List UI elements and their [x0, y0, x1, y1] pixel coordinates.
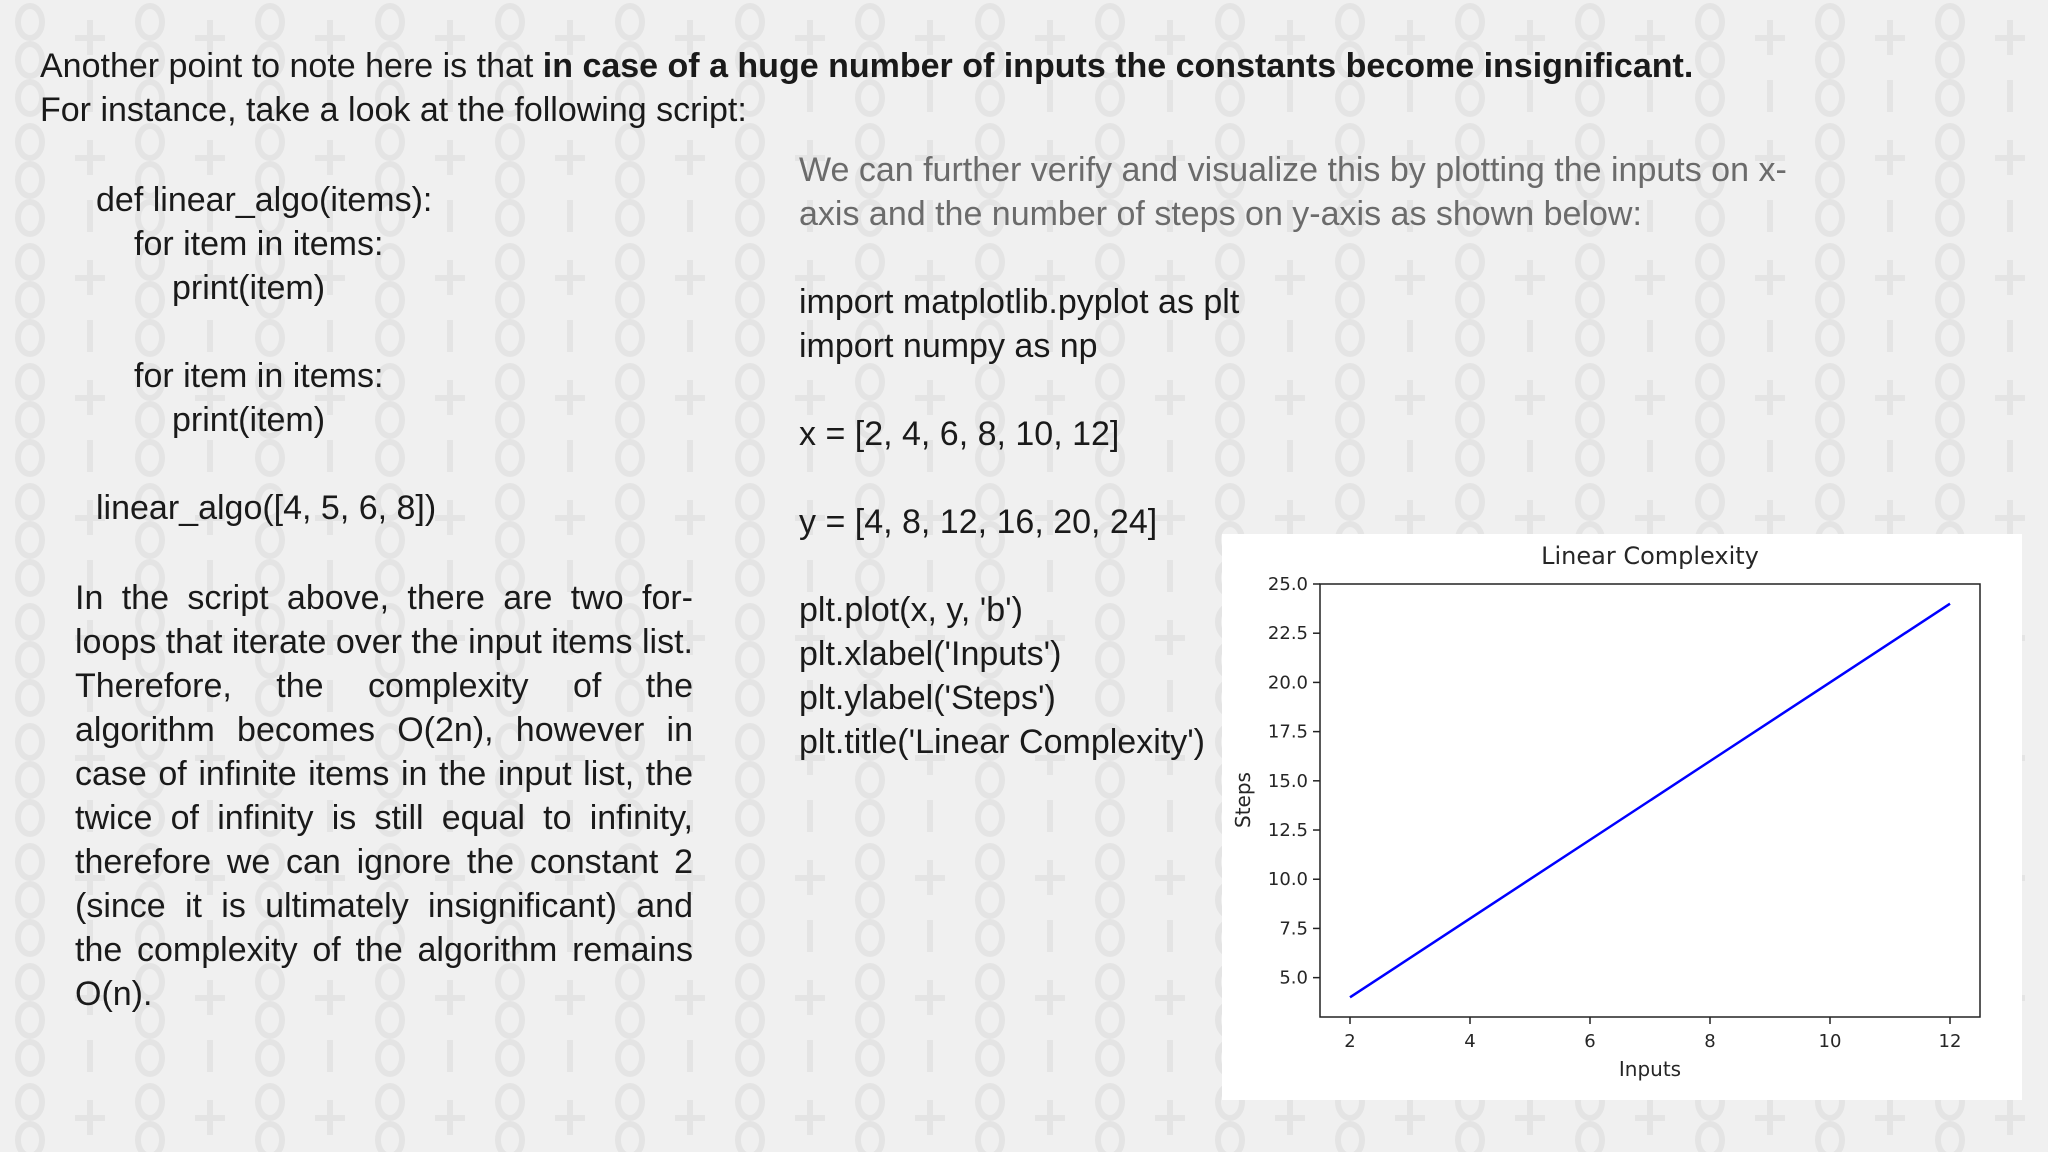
x-tick-label: 8 — [1704, 1031, 1716, 1052]
intro-paragraph — [40, 44, 1740, 132]
intro-bold-text: in case of a huge number of inputs the constants become insignificant. — [542, 47, 1694, 85]
code-line — [799, 456, 1239, 500]
y-tick-label: 17.5 — [1267, 721, 1308, 743]
y-tick-label: 25.0 — [1267, 574, 1308, 595]
code-line — [96, 310, 436, 354]
explanation-paragraph: In the script above, there are two for-loops that iterate over the input items list. Therefore, the complexity of the algorithm becomes O(2n), however in case of infinite items in the input list, the twice of infinity is still equal to infinity, therefore we can ignore the constant 2 (since it is ultimately insignificant) and the complexity of the algorithm remains O(n). — [75, 579, 693, 1013]
code-line: y = [4, 8, 12, 16, 20, 24] — [799, 503, 1158, 541]
chart-title: Linear Complexity — [1541, 542, 1759, 570]
x-tick-label: 12 — [1938, 1031, 1962, 1052]
intro-suffix: For instance, take a look at the following script: — [40, 91, 747, 129]
code-line: for item in items: — [134, 357, 384, 395]
code-block-left — [96, 178, 436, 530]
x-tick-label: 10 — [1818, 1031, 1842, 1052]
y-tick-label: 20.0 — [1267, 672, 1308, 694]
verify-paragraph: We can further verify and visualize this by plotting the inputs on x-axis and the number of steps on y-axis as shown below: — [799, 151, 1787, 233]
code-line: plt.title('Linear Complexity') — [799, 723, 1206, 761]
code-line: linear_algo([4, 5, 6, 8]) — [96, 489, 437, 527]
code-line: import matplotlib.pyplot as plt — [799, 283, 1240, 321]
code-line — [799, 368, 1239, 412]
code-line: for item in items: — [134, 225, 384, 263]
line-chart — [1222, 534, 2022, 1100]
chart-panel — [1222, 534, 2022, 1100]
y-tick-label: 10.0 — [1267, 869, 1308, 891]
y-tick-label: 7.5 — [1279, 918, 1308, 940]
x-tick-label: 2 — [1344, 1031, 1356, 1052]
code-line: print(item) — [172, 269, 326, 307]
y-tick-label: 5.0 — [1279, 967, 1308, 989]
x-tick-label: 6 — [1584, 1031, 1596, 1052]
x-tick-label: 4 — [1464, 1031, 1476, 1052]
code-line: plt.xlabel('Inputs') — [799, 635, 1062, 673]
code-line: plt.plot(x, y, 'b') — [799, 591, 1023, 629]
code-line: x = [2, 4, 6, 8, 10, 12] — [799, 415, 1120, 453]
code-line — [799, 544, 1239, 588]
code-line: print(item) — [172, 401, 326, 439]
code-line: plt.ylabel('Steps') — [799, 679, 1056, 717]
x-axis-label: Inputs — [1618, 1057, 1682, 1081]
intro-prefix: Another point to note here is that — [40, 47, 543, 85]
y-tick-label: 12.5 — [1267, 820, 1308, 842]
y-axis-label: Steps — [1231, 772, 1255, 828]
y-tick-label: 15.0 — [1267, 770, 1308, 792]
code-line: def linear_algo(items): — [96, 181, 433, 219]
y-tick-label: 22.5 — [1267, 623, 1308, 645]
code-line — [96, 442, 436, 486]
code-block-right — [799, 280, 1239, 764]
code-line: import numpy as np — [799, 327, 1098, 365]
